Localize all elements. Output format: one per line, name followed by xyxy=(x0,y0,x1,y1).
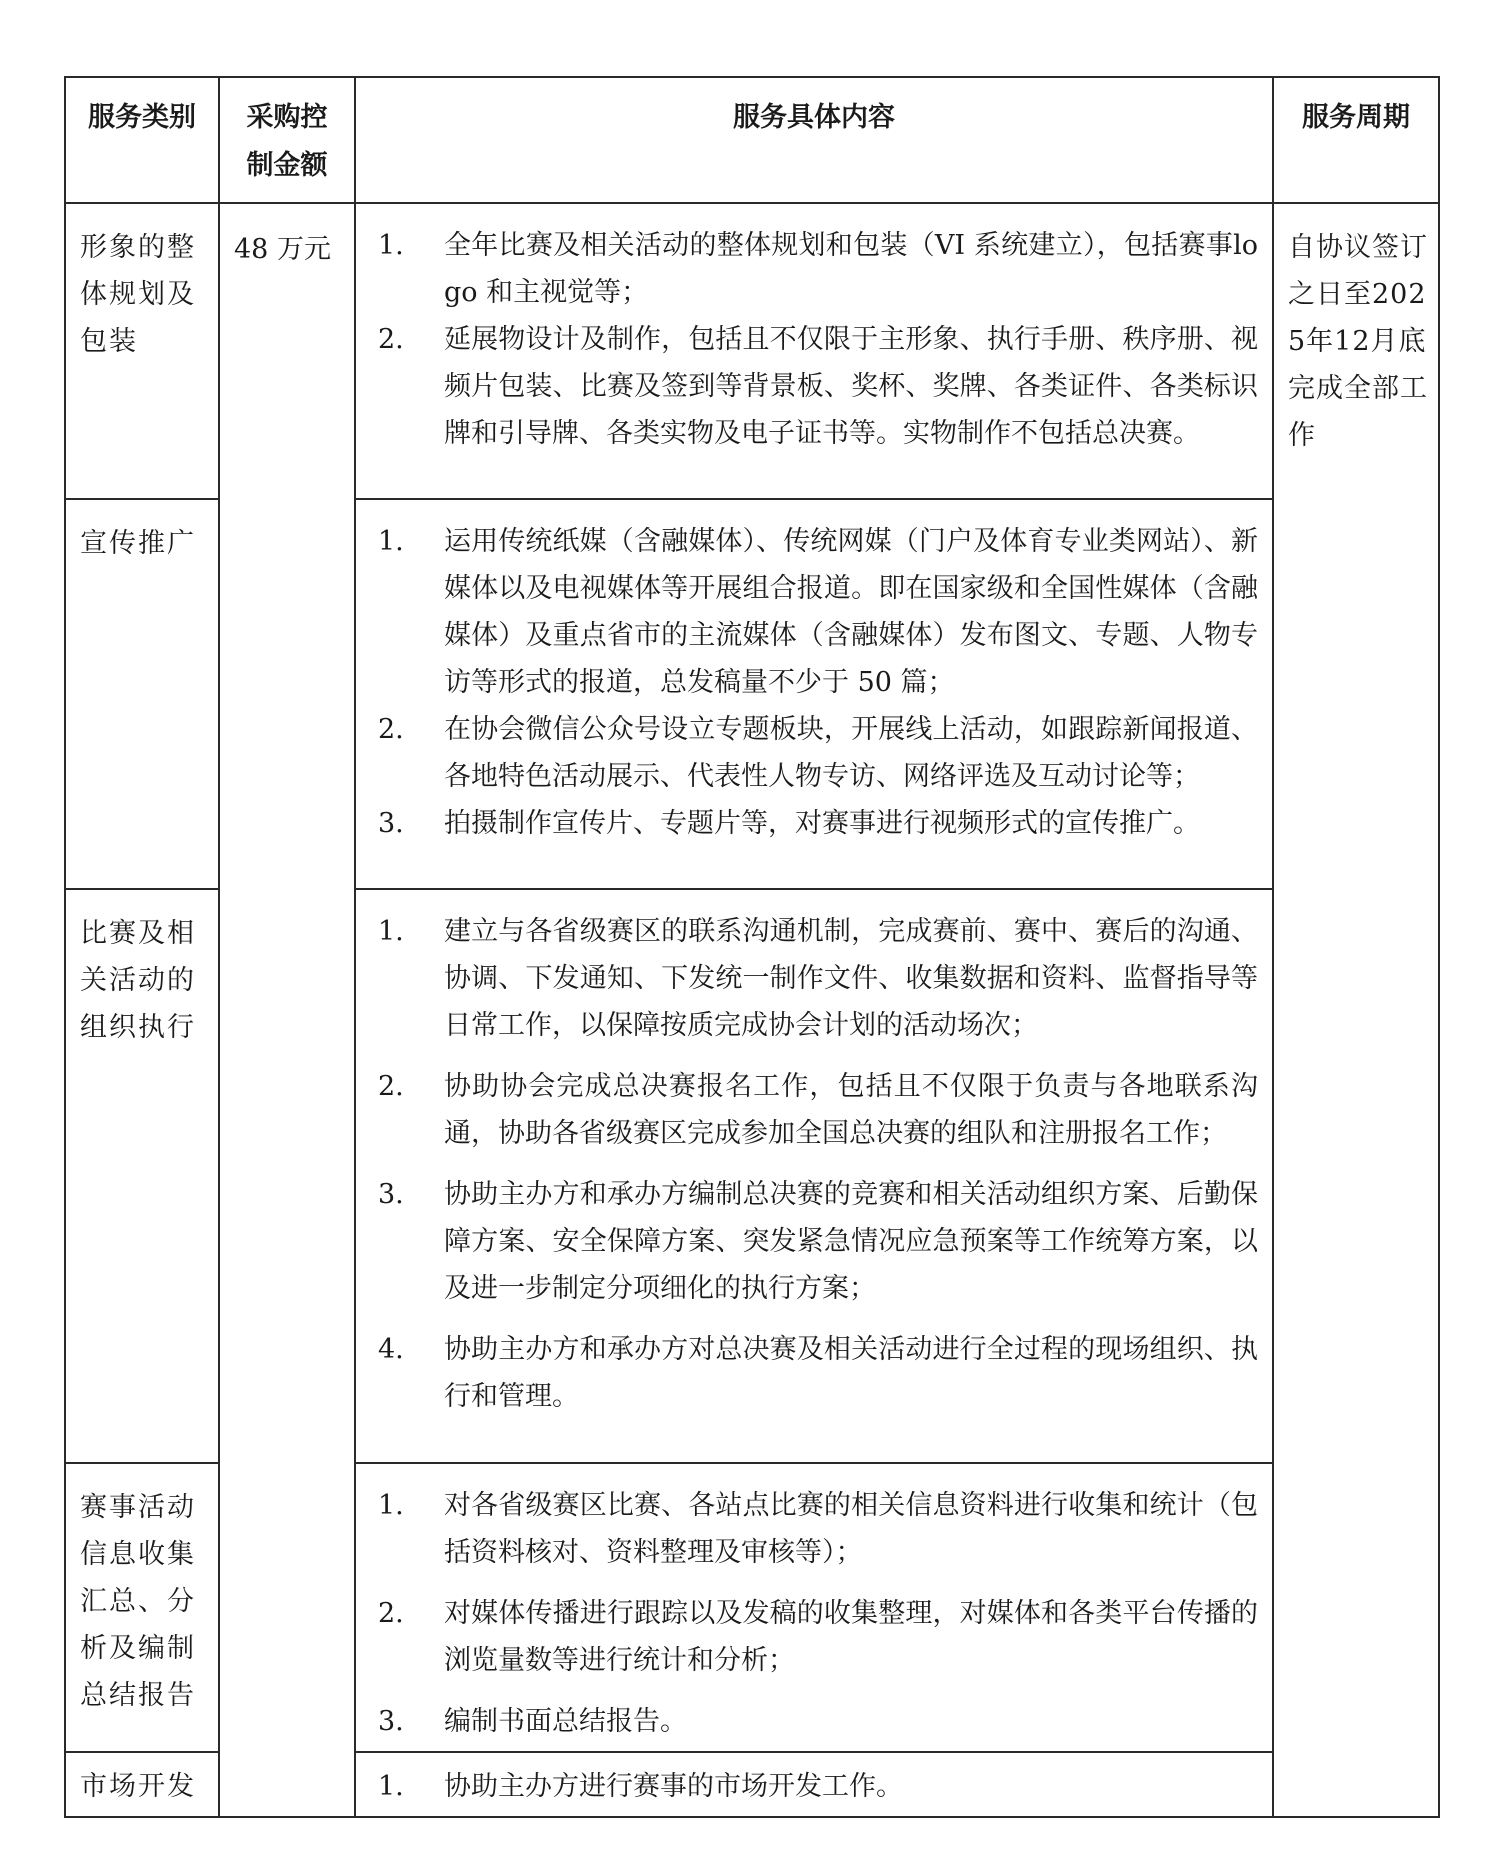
list-item xyxy=(368,706,1258,800)
list-item xyxy=(368,518,1258,706)
list-item xyxy=(368,908,1258,1049)
header-period: 服务周期 xyxy=(1273,77,1439,203)
item-number: 3. xyxy=(378,1179,404,1210)
content-cell xyxy=(355,889,1273,1463)
category-cell: 宣传推广 xyxy=(65,499,219,889)
category-cell: 市场开发 xyxy=(65,1752,219,1817)
item-text: 延展物设计及制作，包括且不仅限于主形象、执行手册、秩序册、视频片包装、比赛及签到等背景板、奖杯、奖牌、各类证件、各类标识牌和引导牌、各类实物及电子证书等。实物制作不包括总决赛。 xyxy=(444,324,1258,449)
list-item xyxy=(368,1590,1258,1684)
item-text: 全年比赛及相关活动的整体规划和包装（VI 系统建立），包括赛事logo 和主视觉等； xyxy=(444,230,1258,308)
list-item xyxy=(368,1698,1258,1745)
content-cell xyxy=(355,1463,1273,1752)
category-cell: 赛事活动信息收集汇总、分析及编制总结报告 xyxy=(65,1463,219,1752)
item-text: 协助协会完成总决赛报名工作，包括且不仅限于负责与各地联系沟通，协助各省级赛区完成参加全国总决赛的组队和注册报名工作； xyxy=(444,1071,1258,1149)
item-number: 3. xyxy=(378,808,404,839)
list-item xyxy=(368,1482,1258,1576)
item-number: 2. xyxy=(378,1071,404,1102)
item-text: 对媒体传播进行跟踪以及发稿的收集整理，对媒体和各类平台传播的浏览量数等进行统计和分析； xyxy=(444,1598,1258,1676)
item-text: 协助主办方进行赛事的市场开发工作。 xyxy=(444,1771,903,1802)
list-item xyxy=(368,1063,1258,1157)
list-item xyxy=(368,316,1258,457)
item-text: 运用传统纸媒（含融媒体）、传统网媒（门户及体育专业类网站）、新媒体以及电视媒体等开展组合报道。即在国家级和全国性媒体（含融媒体）及重点省市的主流媒体（含融媒体）发布图文、专题、人物专访等形式的报道，总发稿量不少于 50 篇； xyxy=(444,526,1258,698)
item-number: 1. xyxy=(378,230,404,261)
item-number: 2. xyxy=(378,1598,404,1629)
item-number: 3. xyxy=(378,1706,404,1737)
item-number: 1. xyxy=(378,1490,404,1521)
list-item xyxy=(368,222,1258,316)
header-row xyxy=(65,77,1439,203)
item-text: 协助主办方和承办方编制总决赛的竞赛和相关活动组织方案、后勤保障方案、安全保障方案、突发紧急情况应急预案等工作统筹方案，以及进一步制定分项细化的执行方案； xyxy=(444,1179,1258,1304)
category-cell: 比赛及相关活动的组织执行 xyxy=(65,889,219,1463)
header-content: 服务具体内容 xyxy=(355,77,1273,203)
item-number: 2. xyxy=(378,714,404,745)
content-cell xyxy=(355,203,1273,499)
table-row xyxy=(65,203,1439,499)
item-text: 协助主办方和承办方对总决赛及相关活动进行全过程的现场组织、执行和管理。 xyxy=(444,1334,1258,1412)
content-cell xyxy=(355,499,1273,889)
item-text: 建立与各省级赛区的联系沟通机制，完成赛前、赛中、赛后的沟通、协调、下发通知、下发统一制作文件、收集数据和资料、监督指导等日常工作，以保障按质完成协会计划的活动场次； xyxy=(444,916,1258,1041)
category-cell: 形象的整体规划及包装 xyxy=(65,203,219,499)
period-cell: 自协议签订之日至2025年12月底完成全部工作 xyxy=(1273,203,1439,1817)
item-number: 1. xyxy=(378,1771,404,1802)
item-text: 对各省级赛区比赛、各站点比赛的相关信息资料进行收集和统计（包括资料核对、资料整理及审核等）； xyxy=(444,1490,1258,1568)
content-cell xyxy=(355,1752,1273,1817)
item-text: 拍摄制作宣传片、专题片等，对赛事进行视频形式的宣传推广。 xyxy=(444,808,1200,839)
item-text: 编制书面总结报告。 xyxy=(444,1706,687,1737)
list-item xyxy=(368,1763,1258,1810)
list-item xyxy=(368,1171,1258,1312)
header-amount: 采购控制金额 xyxy=(219,77,355,203)
list-item xyxy=(368,1326,1258,1420)
item-number: 2. xyxy=(378,324,404,355)
item-text: 在协会微信公众号设立专题板块，开展线上活动，如跟踪新闻报道、各地特色活动展示、代表性人物专访、网络评选及互动讨论等； xyxy=(444,714,1258,792)
item-number: 4. xyxy=(378,1334,404,1365)
list-item xyxy=(368,800,1258,847)
header-category: 服务类别 xyxy=(65,77,219,203)
item-number: 1. xyxy=(378,526,404,557)
item-number: 1. xyxy=(378,916,404,947)
amount-cell: 48 万元 xyxy=(219,203,355,1817)
service-table xyxy=(64,76,1440,1818)
